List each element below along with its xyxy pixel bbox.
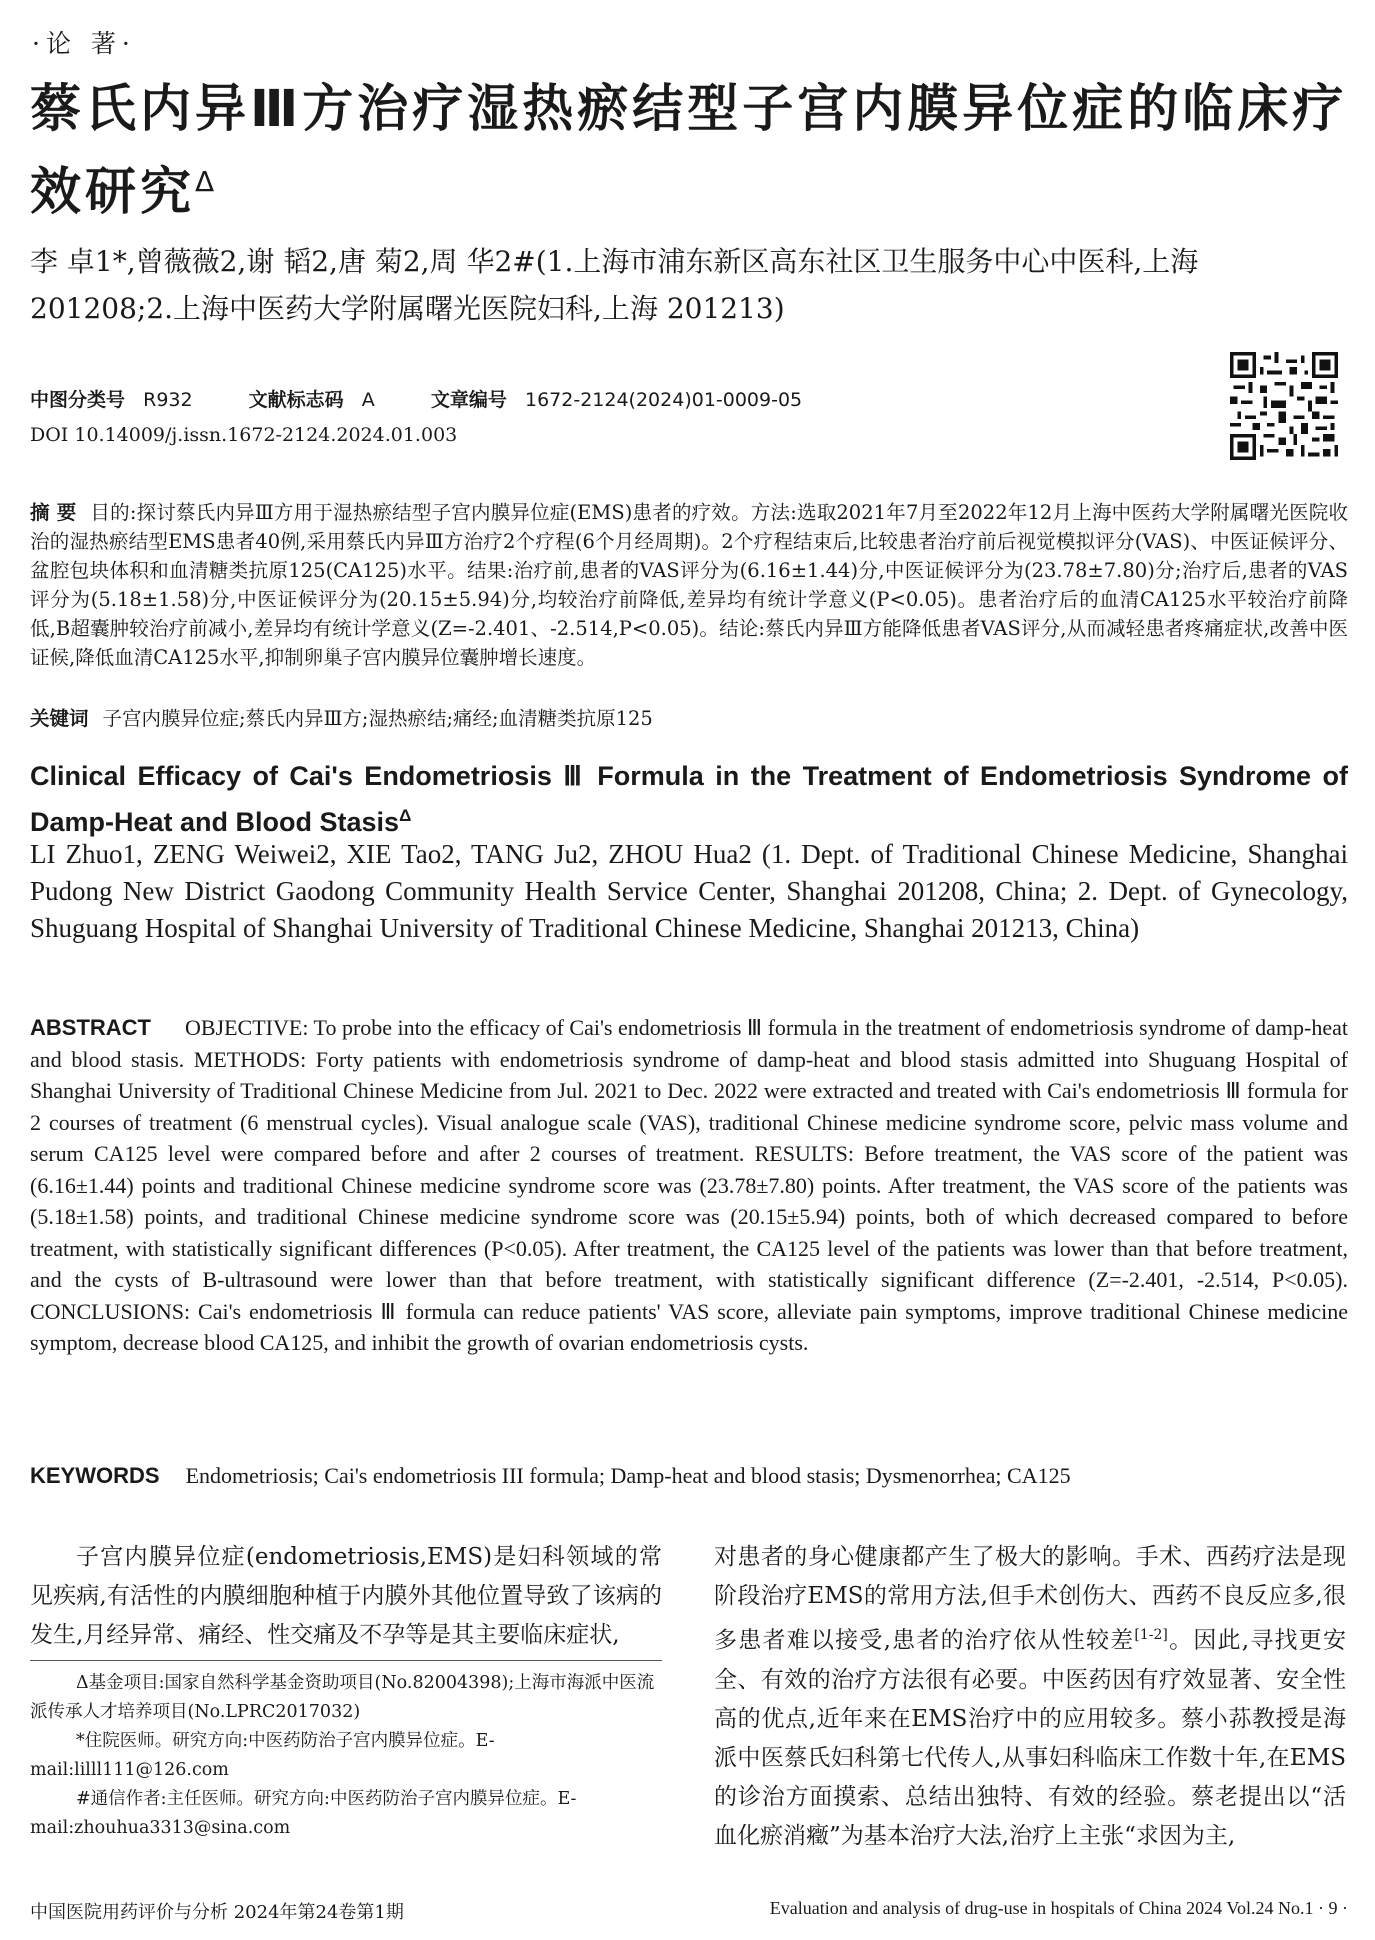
title-en-text: Clinical Efficacy of Cai's Endometriosis Ⅲ Formula in the Treatment of Endometriosis Syndrome of Damp-Heat and Blood Stasis xyxy=(30,761,1348,837)
footnotes xyxy=(30,1669,662,1843)
abstract-cn xyxy=(30,498,1348,672)
section-tag: ·论 著· xyxy=(32,29,136,58)
footer-journal-cn: 中国医院用药评价与分析 2024年第24卷第1期 xyxy=(30,1902,404,1923)
abstract-en-label: ABSTRACT xyxy=(30,1015,151,1040)
abstract-cn-text: 目的:探讨蔡氏内异Ⅲ方用于湿热瘀结型子宫内膜异位症(EMS)患者的疗效。方法:选取2021年7月至2022年12月上海中医药大学附属曙光医院收治的湿热瘀结型EMS患者40例,采用蔡氏内异Ⅲ方治疗2个疗程(6个月经周期)。2个疗程结束后,比较患者治疗前后视觉模拟评分(VAS)、中医证候评分、盆腔包块体积和血清糖类抗原125(CA125)水平。结果:治疗前,患者的VAS评分为(6.16±1.44)分,中医证候评分为(23.78±7.80)分;治疗后,患者的VAS评分为(5.18±1.58)分,中医证候评分为(20.15±5.94)分,均较治疗前降低,差异均有统计学意义(P<0.05)。患者治疗后的血清CA125水平较治疗前降低,B超囊肿较治疗前减小,差异均有统计学意义(Z=-2.401、-2.514,P<0.05)。结论:蔡氏内异Ⅲ方能降低患者VAS评分,从而减轻患者疼痛症状,改善中医证候,降低血清CA125水平,抑制卵巢子宫内膜异位囊肿增长速度。 xyxy=(30,501,1348,669)
citation-ref: [1-2] xyxy=(1134,1627,1168,1643)
authors-affiliations-en: LI Zhuo1, ZENG Weiwei2, XIE Tao2, TANG Ju2, ZHOU Hua2 (1. Dept. of Traditional Chinese Medicine, Shanghai Pudong New District Gaodong Community Health Service Center, Shanghai 201208, China; 2. Dept. of Gynecology, Shuguang Hospital of Shanghai University of Traditional Chinese Medicine, Shanghai 201213, China) xyxy=(30,839,1348,943)
doc-code-value: A xyxy=(361,389,375,411)
title-cn-fund-mark: Δ xyxy=(195,165,219,198)
footnote-divider xyxy=(30,1660,662,1661)
qr-code-icon xyxy=(1230,352,1338,460)
doc-code-label: 文献标志码 xyxy=(248,389,344,411)
body-right-text-b: 。因此,寻找更安全、有效的治疗方法很有必要。中医药因有疗效显著、安全性高的优点,近年来在EMS治疗中的应用较多。蔡小荪教授是海派中医蔡氏妇科第七代传人,从事妇科临床工作数十年,在EMS的诊治方面摸索、总结出独特、有效的经验。蔡老提出以“活血化瘀消癥”为基本治疗大法,治疗上主张“求因为主, xyxy=(714,1627,1347,1849)
article-title-cn xyxy=(30,74,1350,229)
footer-journal-en: Evaluation and analysis of drug-use in hospitals of China 2024 Vol.24 No.1 · 9 · xyxy=(769,1898,1348,1918)
classification-line xyxy=(30,385,802,412)
footnote-corresponding-author: #通信作者:主任医师。研究方向:中医药防治子宫内膜异位症。E-mail:zhouhua3313@sina.com xyxy=(30,1789,577,1838)
footnote-first-author: *住院医师。研究方向:中医药防治子宫内膜异位症。E-mail:lilll111@126.com xyxy=(30,1731,495,1780)
keywords-cn xyxy=(30,704,1348,733)
body-left-paragraph: 子宫内膜异位症(endometriosis,EMS)是妇科领域的常见疾病,有活性的内膜细胞种植于内膜外其他位置导致了该病的发生,月经异常、痛经、性交痛及不孕等是其主要临床症状, xyxy=(30,1544,662,1648)
keywords-cn-label: 关键词 xyxy=(30,707,89,730)
clc-label: 中图分类号 xyxy=(30,389,126,411)
keywords-cn-text: 子宫内膜异位症;蔡氏内异Ⅲ方;湿热瘀结;痛经;血清糖类抗原125 xyxy=(102,707,653,730)
doi: DOI 10.14009/j.issn.1672-2124.2024.01.003 xyxy=(30,424,458,446)
keywords-en-label: KEYWORDS xyxy=(30,1463,160,1488)
clc-value: R932 xyxy=(143,389,193,411)
article-no-label: 文章编号 xyxy=(430,389,507,411)
article-no-value: 1672-2124(2024)01-0009-05 xyxy=(524,389,803,411)
authors-affiliations-cn: 李 卓1*,曾薇薇2,谢 韬2,唐 菊2,周 华2#(1.上海市浦东新区高东社区卫生服务中心中医科,上海 201208;2.上海中医药大学附属曙光医院妇科,上海 201213) xyxy=(30,245,1199,325)
footnote-funding: Δ基金项目:国家自然科学基金资助项目(No.82004398);上海市海派中医流派传承人才培养项目(No.LPRC2017032) xyxy=(30,1673,655,1722)
title-en-fund-mark: Δ xyxy=(399,806,412,825)
keywords-en-text: Endometriosis; Cai's endometriosis III formula; Damp-heat and blood stasis; Dysmenorrhea; CA125 xyxy=(185,1463,1071,1488)
keywords-en xyxy=(30,1460,1348,1492)
title-cn-text: 蔡氏内异Ⅲ方治疗湿热瘀结型子宫内膜异位症的临床疗效研究 xyxy=(30,80,1348,222)
body-right-paragraph xyxy=(714,1538,1346,1856)
abstract-en-text: OBJECTIVE: To probe into the efficacy of Cai's endometriosis Ⅲ formula in the treatment of endometriosis syndrome of damp-heat and blood stasis. METHODS: Forty patients with endometriosis syndrome of damp-heat and blood stasis admitted into Shuguang Hospital of Shanghai University of Traditional Chinese Medicine from Jul. 2021 to Dec. 2022 were extracted and treated with Cai's endometriosis Ⅲ formula for 2 courses of treatment (6 menstrual cycles). Visual analogue scale (VAS), traditional Chinese medicine syndrome score, pelvic mass volume and serum CA125 level were compared before and after 2 courses of treatment. RESULTS: Before treatment, the VAS score of the patient was (6.16±1.44) points and traditional Chinese medicine syndrome score was (23.78±7.80) points. After treatment, the VAS score of the patients was (5.18±1.58) points, and traditional Chinese medicine syndrome score was (20.15±5.94) points, both of which decreased compared to before treatment, with statistically significant differences (P<0.05). After treatment, the CA125 level of the patients was lower than that before treatment, and the cysts of B-ultrasound were lower than that before treatment, with statistically significant difference (Z=-2.401, -2.514, P<0.05). CONCLUSIONS: Cai's endometriosis Ⅲ formula can reduce patients' VAS score, alleviate pain symptoms, improve traditional Chinese medicine symptom, decrease blood CA125, and inhibit the growth of ovarian endometriosis cysts. xyxy=(30,1015,1348,1355)
body-right-text-a: 对患者的身心健康都产生了极大的影响。手术、西药疗法是现阶段治疗EMS的常用方法,但手术创伤大、西药不良反应多,很多患者难以接受,患者的治疗依从性较差 xyxy=(714,1544,1346,1654)
article-title-en xyxy=(30,756,1348,842)
abstract-en xyxy=(30,1012,1348,1359)
abstract-cn-label: 摘 要 xyxy=(30,501,77,524)
